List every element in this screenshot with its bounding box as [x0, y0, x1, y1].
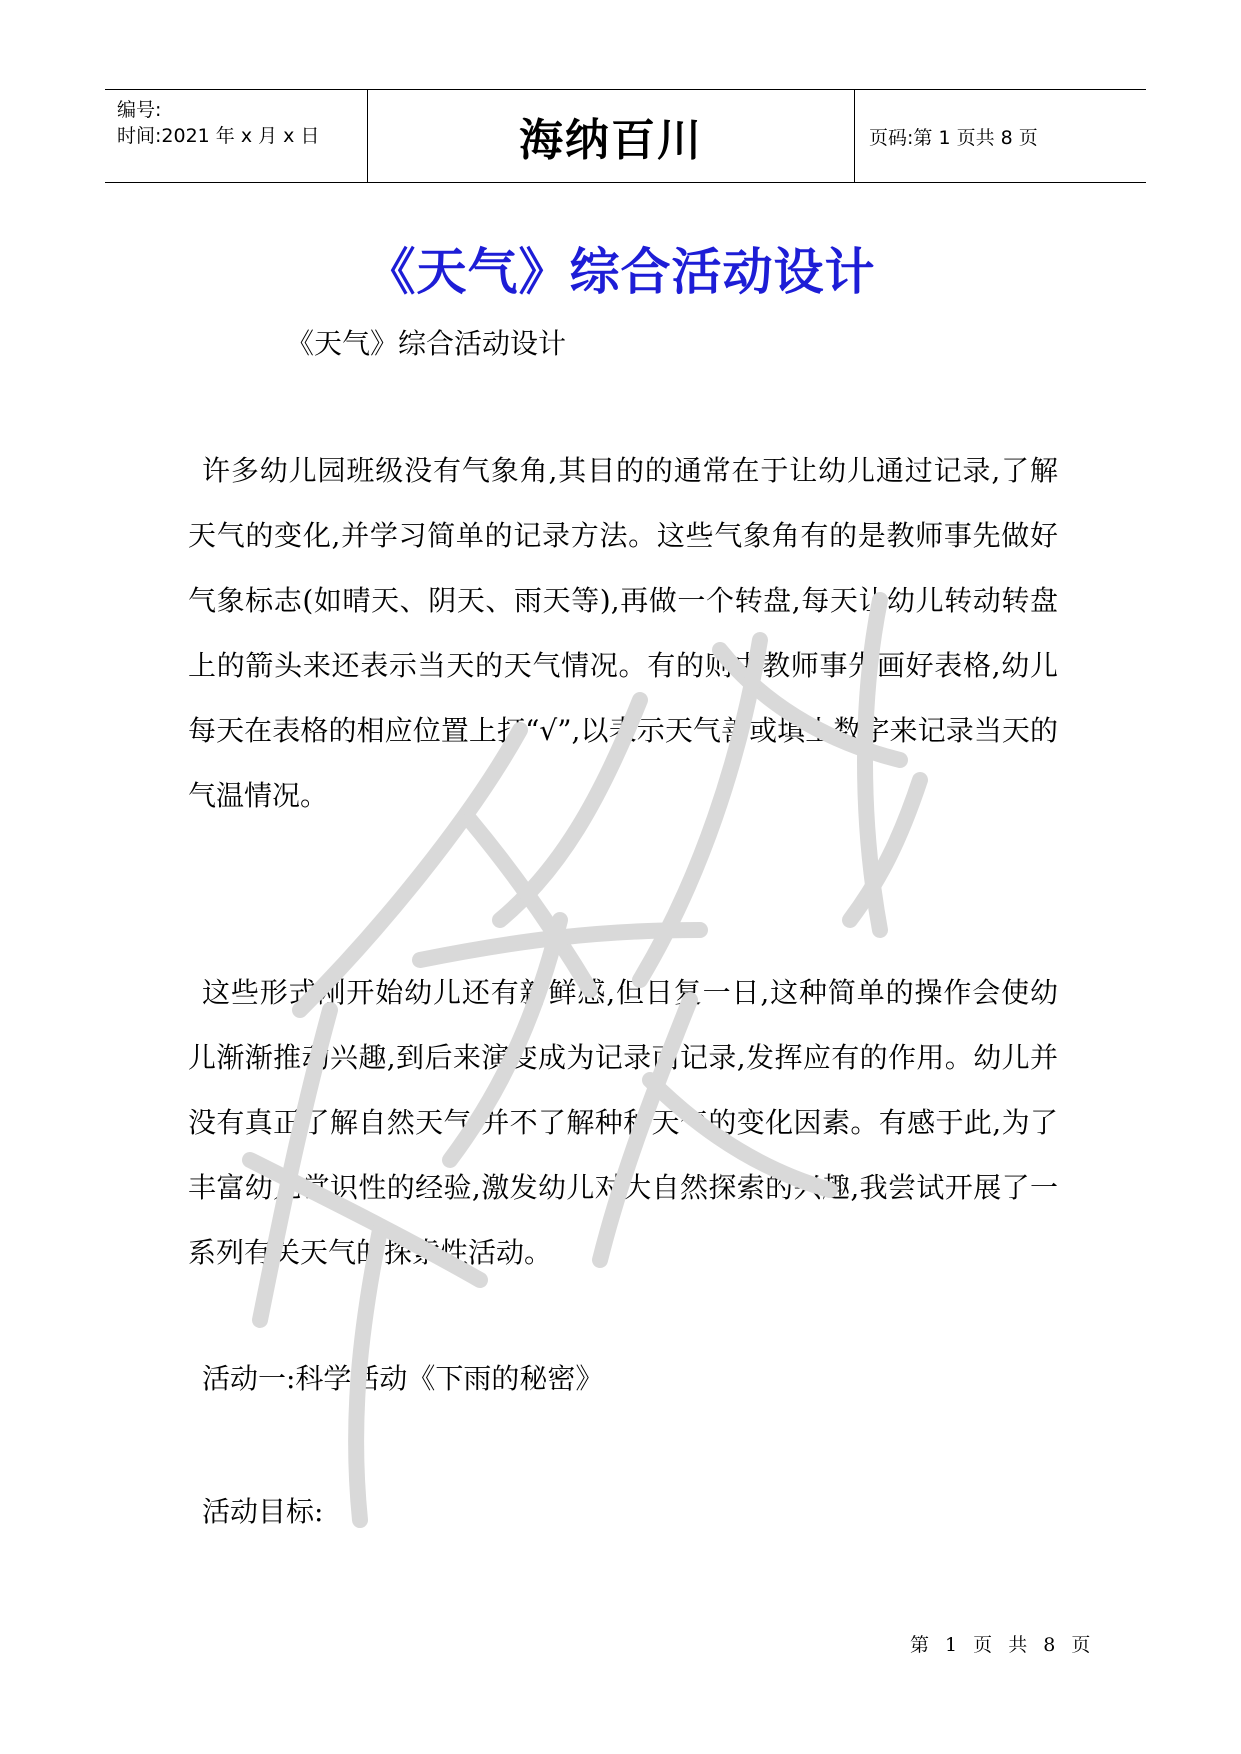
- header-table: [105, 89, 1146, 183]
- header-brand-cell: [368, 90, 855, 182]
- paragraph-1: 许多幼儿园班级没有气象角,其目的的通常在于让幼儿通过记录,了解天气的变化,并学习简单的记录方法。这些气象角有的是教师事先做好气象标志(如晴天、阴天、雨天等),再做一个转盘,每天让幼儿转动转盘上的箭头来还表示当天的天气情况。有的则由教师事先画好表格,幼儿每天在表格的相应位置上打“√”,以表示天气善或填上数字来记录当天的气温情况。: [188, 454, 1058, 812]
- page-footer: 第 1 页 共 8 页: [910, 1634, 1096, 1656]
- document-subtitle: 《天气》综合活动设计: [286, 327, 567, 360]
- activity-one-heading: 活动一:科学活动《下雨的秘密》: [202, 1362, 604, 1395]
- header-page-cell: [855, 90, 1146, 182]
- brand-title: 海纳百川: [519, 115, 703, 166]
- activity-goal-label: 活动目标:: [202, 1495, 324, 1528]
- document-title: 《天气》综合活动设计: [365, 242, 876, 301]
- header-meta-cell: [105, 90, 368, 182]
- number-label: 编号:: [117, 99, 162, 121]
- page-code: 页码:第 1 页共 8 页: [869, 126, 1038, 149]
- paragraph-2: 这些形式刚开始幼儿还有新鲜感,但日复一日,这种简单的操作会使幼儿渐渐推动兴趣,到后来演变成为记录而记录,发挥应有的作用。幼儿并没有真正了解自然天气,并不了解种种天气的变化因素。有感于此,为了丰富幼儿常识性的经验,激发幼儿对大自然探索的兴趣,我尝试开展了一系列有关天气的探索性活动。: [188, 976, 1058, 1269]
- time-label: 时间:2021 年 x 月 x 日: [117, 125, 320, 147]
